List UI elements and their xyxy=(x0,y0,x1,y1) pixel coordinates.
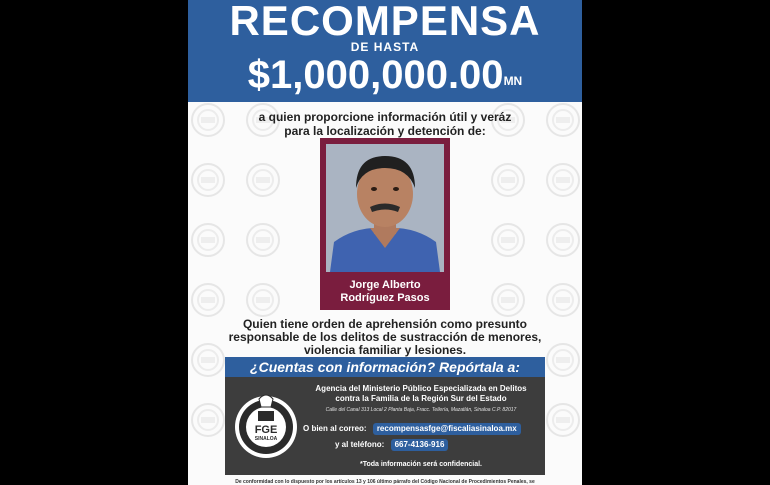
report-box xyxy=(225,357,545,475)
person-name-line-2: Rodríguez Pasos xyxy=(340,292,430,304)
intro-text xyxy=(218,110,552,138)
charges-line-2: responsable de los delitos de sustracción de menores, xyxy=(228,330,542,344)
intro-line-1: a quien proporcione información útil y veráz xyxy=(258,110,512,124)
email-label: O bien al correo: xyxy=(303,424,367,433)
reward-amount xyxy=(188,52,582,98)
poster-subtitle: DE HASTA xyxy=(350,40,420,54)
currency-label: MN xyxy=(503,74,523,88)
intro-line-2: para la localización y detención de: xyxy=(284,124,486,138)
report-heading: ¿Cuentas con información? Repórtala a: xyxy=(225,357,545,377)
agency-line-1: Agencia del Ministerio Público Especializada en Delitos xyxy=(315,384,527,393)
agency-line-2: contra la Familia de la Región Sur del Estado xyxy=(335,394,507,403)
phone-link[interactable]: 667-4136-916 xyxy=(391,439,449,451)
amount-value: $1,000,000.00 xyxy=(247,53,504,97)
person-name xyxy=(320,279,450,305)
charges-line-1: Quien tiene orden de aprehensión como presunto xyxy=(242,317,528,331)
person-photo xyxy=(326,144,444,272)
wanted-person-card xyxy=(320,138,450,310)
reward-poster xyxy=(188,0,582,485)
person-name-line-1: Jorge Alberto xyxy=(349,279,421,291)
agency-address: Calle del Canal 313 Local 2 Planta Baja, Fracc. Tellería, Mazatlán, Sinaloa C.P. 82017 xyxy=(325,407,517,413)
phone-row xyxy=(335,439,575,451)
fge-seal-icon xyxy=(233,387,299,463)
charges-line-3: violencia familiar y lesiones. xyxy=(303,343,467,357)
email-link[interactable]: recompensasfge@fiscaliasinaloa.mx xyxy=(373,423,521,435)
poster-title: RECOMPENSA xyxy=(229,0,541,44)
reward-header xyxy=(188,0,582,102)
confidential-note: *Toda información será confidencial. xyxy=(359,461,482,468)
email-row xyxy=(303,423,543,435)
phone-label: y al teléfono: xyxy=(335,440,385,449)
seal-text: FGE xyxy=(254,424,278,436)
charges-text xyxy=(208,318,562,357)
legal-footnote: De conformidad con lo dispuesto por los artículos 13 y 106 último párrafo del Código Nacional de Procedimientos Penales, se xyxy=(235,479,535,485)
seal-subtext: SINALOA xyxy=(254,436,278,442)
agency-name xyxy=(303,384,539,404)
